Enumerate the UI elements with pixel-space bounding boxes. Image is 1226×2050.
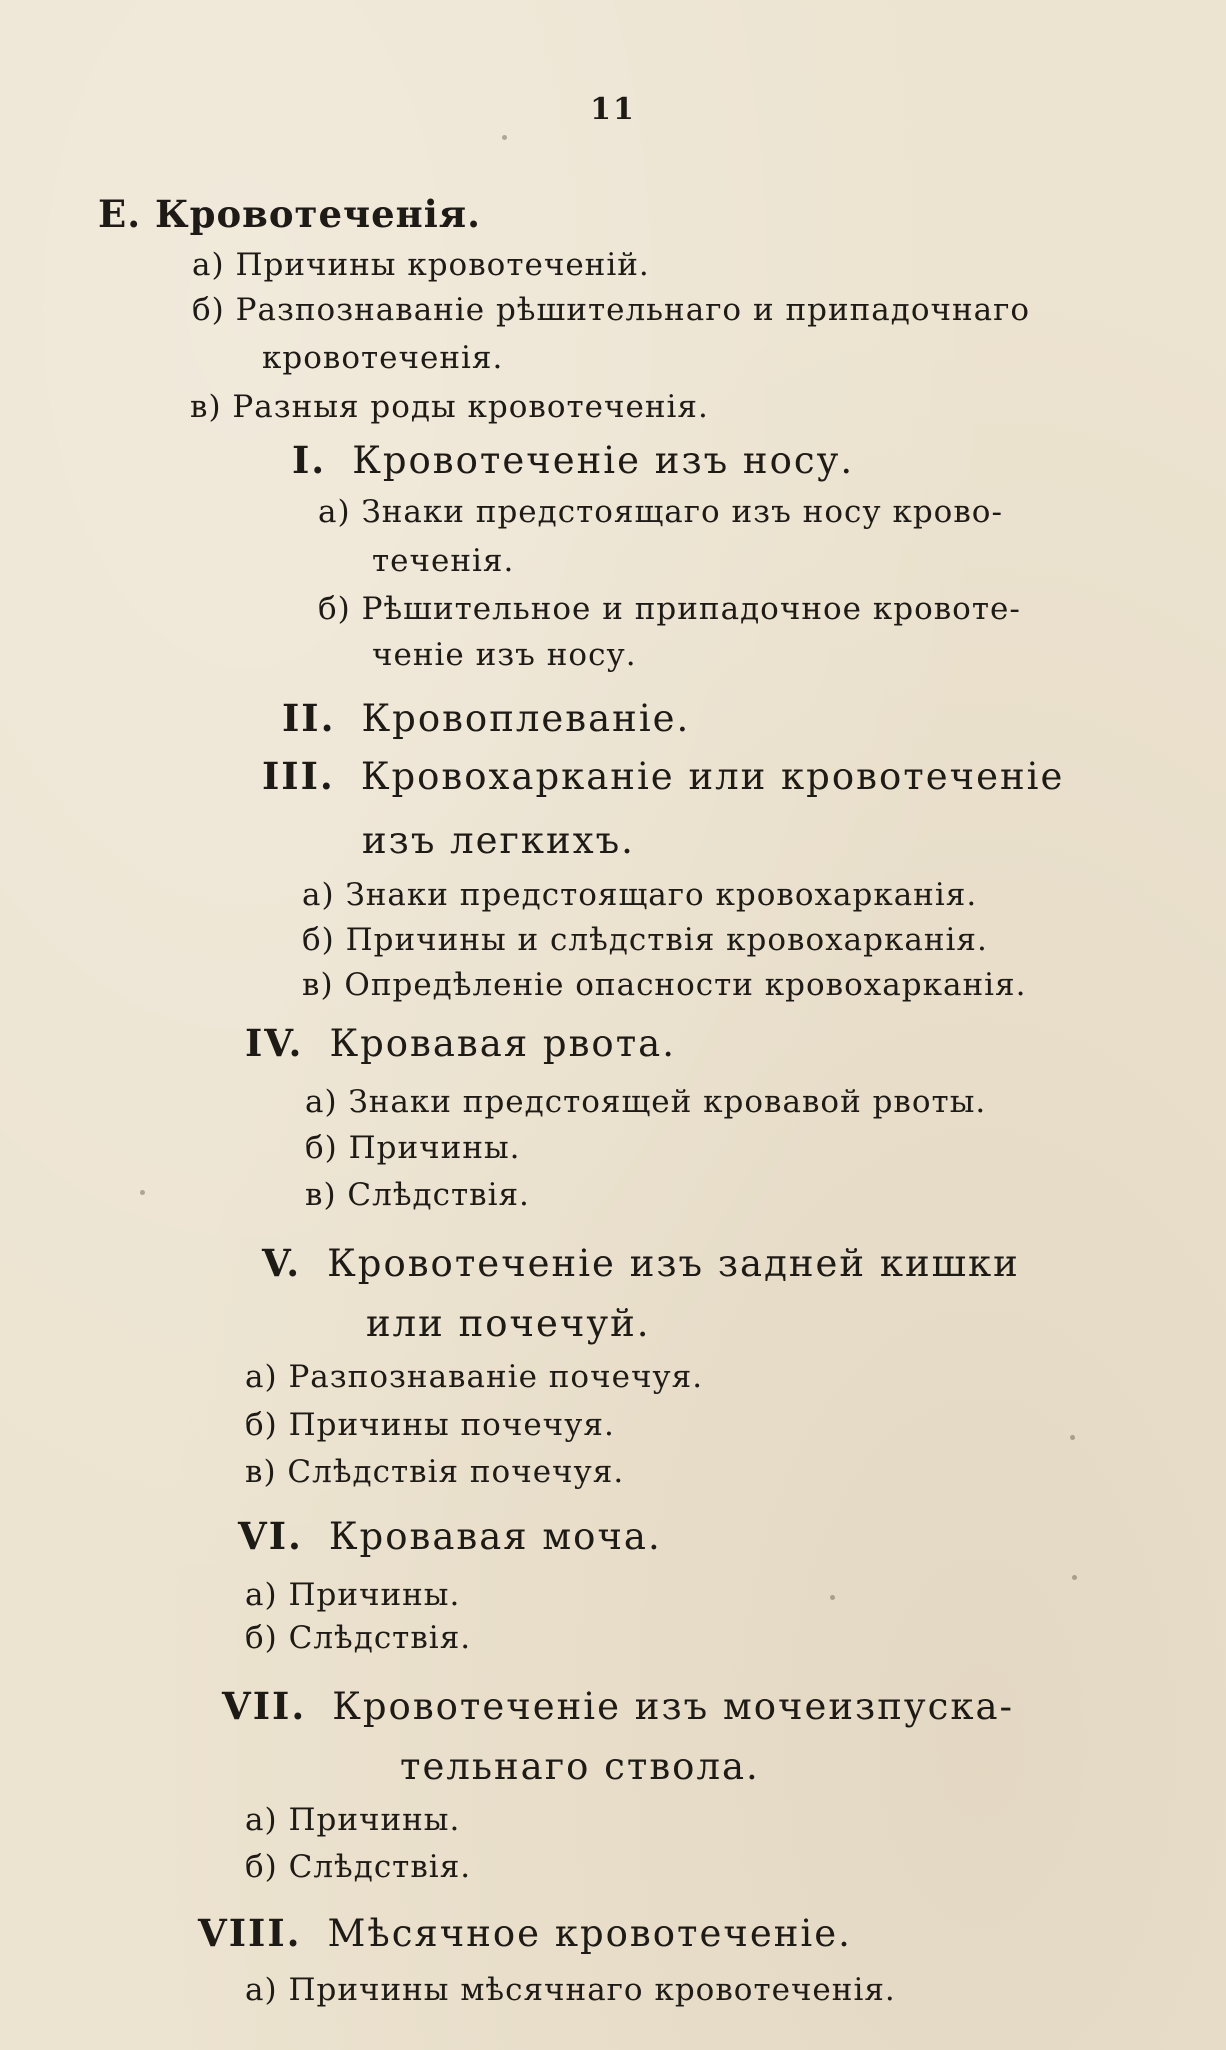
item-marker: б): [245, 1849, 278, 1885]
section-heading: E. Кровотеченія.: [98, 192, 482, 236]
item-marker: а): [245, 1577, 278, 1613]
item-text: Знаки предстоящаго кровохарканія.: [345, 877, 978, 913]
chapter-title-continuation: тельнаго ствола.: [400, 1745, 760, 1788]
chapter-title: Кровотеченіе изъ носу.: [352, 439, 855, 482]
item-text: Слѣдствія почечуя.: [287, 1454, 625, 1490]
item-text: Причины.: [348, 1130, 521, 1166]
chapter-title: Мѣсячное кровотеченіе.: [327, 1912, 852, 1955]
paper-speck: [1070, 1435, 1075, 1440]
chapter-heading: [222, 1684, 1015, 1728]
item-text: Слѣдствія.: [288, 1849, 472, 1885]
chapter-title-continuation: изъ легкихъ.: [362, 819, 635, 862]
item-marker: в): [302, 967, 334, 1003]
item-marker: б): [245, 1620, 278, 1656]
item-text: Разпознаваніе рѣшительнаго и припадочнаго: [235, 292, 1031, 328]
chapter-heading: [262, 754, 1065, 798]
chapter-heading: [238, 1514, 662, 1558]
item-marker: б): [305, 1130, 338, 1166]
chapter-title: Кровавая моча.: [328, 1515, 662, 1558]
chapter-heading: [292, 438, 855, 482]
item-marker: в): [305, 1177, 337, 1213]
chapter-numeral: VII.: [222, 1684, 307, 1728]
item-continuation: теченія.: [372, 543, 515, 579]
item-text: Разныя роды кровотеченія.: [232, 389, 709, 425]
list-item: [302, 967, 1027, 1003]
item-marker: а): [318, 494, 351, 530]
paper-speck: [830, 1595, 835, 1600]
item-text: Причины кровотеченій.: [235, 247, 650, 283]
item-text: Слѣдствія.: [347, 1177, 530, 1213]
paper-speck: [1072, 1575, 1077, 1580]
chapter-numeral: V.: [262, 1241, 302, 1285]
item-continuation: ченіе изъ носу.: [372, 637, 637, 673]
chapter-title: Кровотеченіе изъ мочеизпуска-: [332, 1685, 1015, 1728]
list-item: [245, 1359, 704, 1395]
list-item: [190, 389, 709, 425]
chapter-numeral: III.: [262, 754, 335, 798]
paper-speck: [140, 1190, 145, 1195]
list-item: [318, 494, 1003, 530]
item-marker: а): [305, 1084, 338, 1120]
page-number: 11: [590, 92, 636, 127]
item-marker: а): [192, 247, 225, 283]
item-marker: а): [245, 1802, 278, 1838]
chapter-title: Кровавая рвота.: [329, 1022, 676, 1065]
item-text: Причины.: [288, 1577, 461, 1613]
item-text: Знаки предстоящей кровавой рвоты.: [348, 1084, 987, 1120]
chapter-numeral: II.: [282, 696, 336, 740]
chapter-title: Кровотеченіе изъ задней кишки: [327, 1242, 1020, 1285]
chapter-title-continuation: или почечуй.: [366, 1302, 651, 1345]
chapter-numeral: VIII.: [198, 1911, 302, 1955]
item-marker: в): [245, 1454, 277, 1490]
list-item: [245, 1972, 896, 2008]
list-item: [302, 877, 978, 913]
item-text: Разпознаваніе почечуя.: [288, 1359, 704, 1395]
list-item: [245, 1577, 461, 1613]
chapter-heading: [198, 1911, 852, 1955]
list-item: [192, 292, 1031, 328]
item-marker: а): [245, 1972, 278, 2008]
item-marker: а): [302, 877, 335, 913]
chapter-title: Кровохарканіе или кровотеченіе: [360, 755, 1065, 798]
list-item: [192, 247, 650, 283]
paper-speck: [502, 135, 507, 140]
chapter-heading: [282, 696, 691, 740]
list-item: [302, 922, 988, 958]
list-item: [245, 1802, 461, 1838]
chapter-numeral: VI.: [238, 1514, 303, 1558]
list-item: [245, 1849, 472, 1885]
item-text: Опредѣленіе опасности кровохарканія.: [344, 967, 1027, 1003]
chapter-numeral: I.: [292, 438, 327, 482]
item-marker: б): [318, 591, 351, 627]
list-item: [245, 1620, 472, 1656]
item-text: Причины и слѣдствія кровохарканія.: [345, 922, 988, 958]
list-item: [305, 1084, 987, 1120]
item-text: Знаки предстоящаго изъ носу крово-: [361, 494, 1003, 530]
list-item: [318, 591, 1021, 627]
item-marker: б): [245, 1407, 278, 1443]
list-item: [245, 1407, 615, 1443]
list-item: [305, 1130, 521, 1166]
chapter-title: Кровоплеваніе.: [361, 697, 691, 740]
chapter-heading: [262, 1241, 1020, 1285]
item-text: Причины мѣсячнаго кровотеченія.: [288, 1972, 896, 2008]
item-marker: б): [302, 922, 335, 958]
chapter-numeral: IV.: [245, 1021, 304, 1065]
item-text: Причины.: [288, 1802, 461, 1838]
chapter-heading: [245, 1021, 676, 1065]
item-text: Рѣшительное и припадочное кровоте-: [361, 591, 1021, 627]
item-marker: б): [192, 292, 225, 328]
list-item: [245, 1454, 625, 1490]
item-text: Слѣдствія.: [288, 1620, 472, 1656]
item-text: Причины почечуя.: [288, 1407, 615, 1443]
item-marker: а): [245, 1359, 278, 1395]
item-marker: в): [190, 389, 222, 425]
list-item: [305, 1177, 530, 1213]
item-continuation: кровотеченія.: [262, 340, 504, 376]
